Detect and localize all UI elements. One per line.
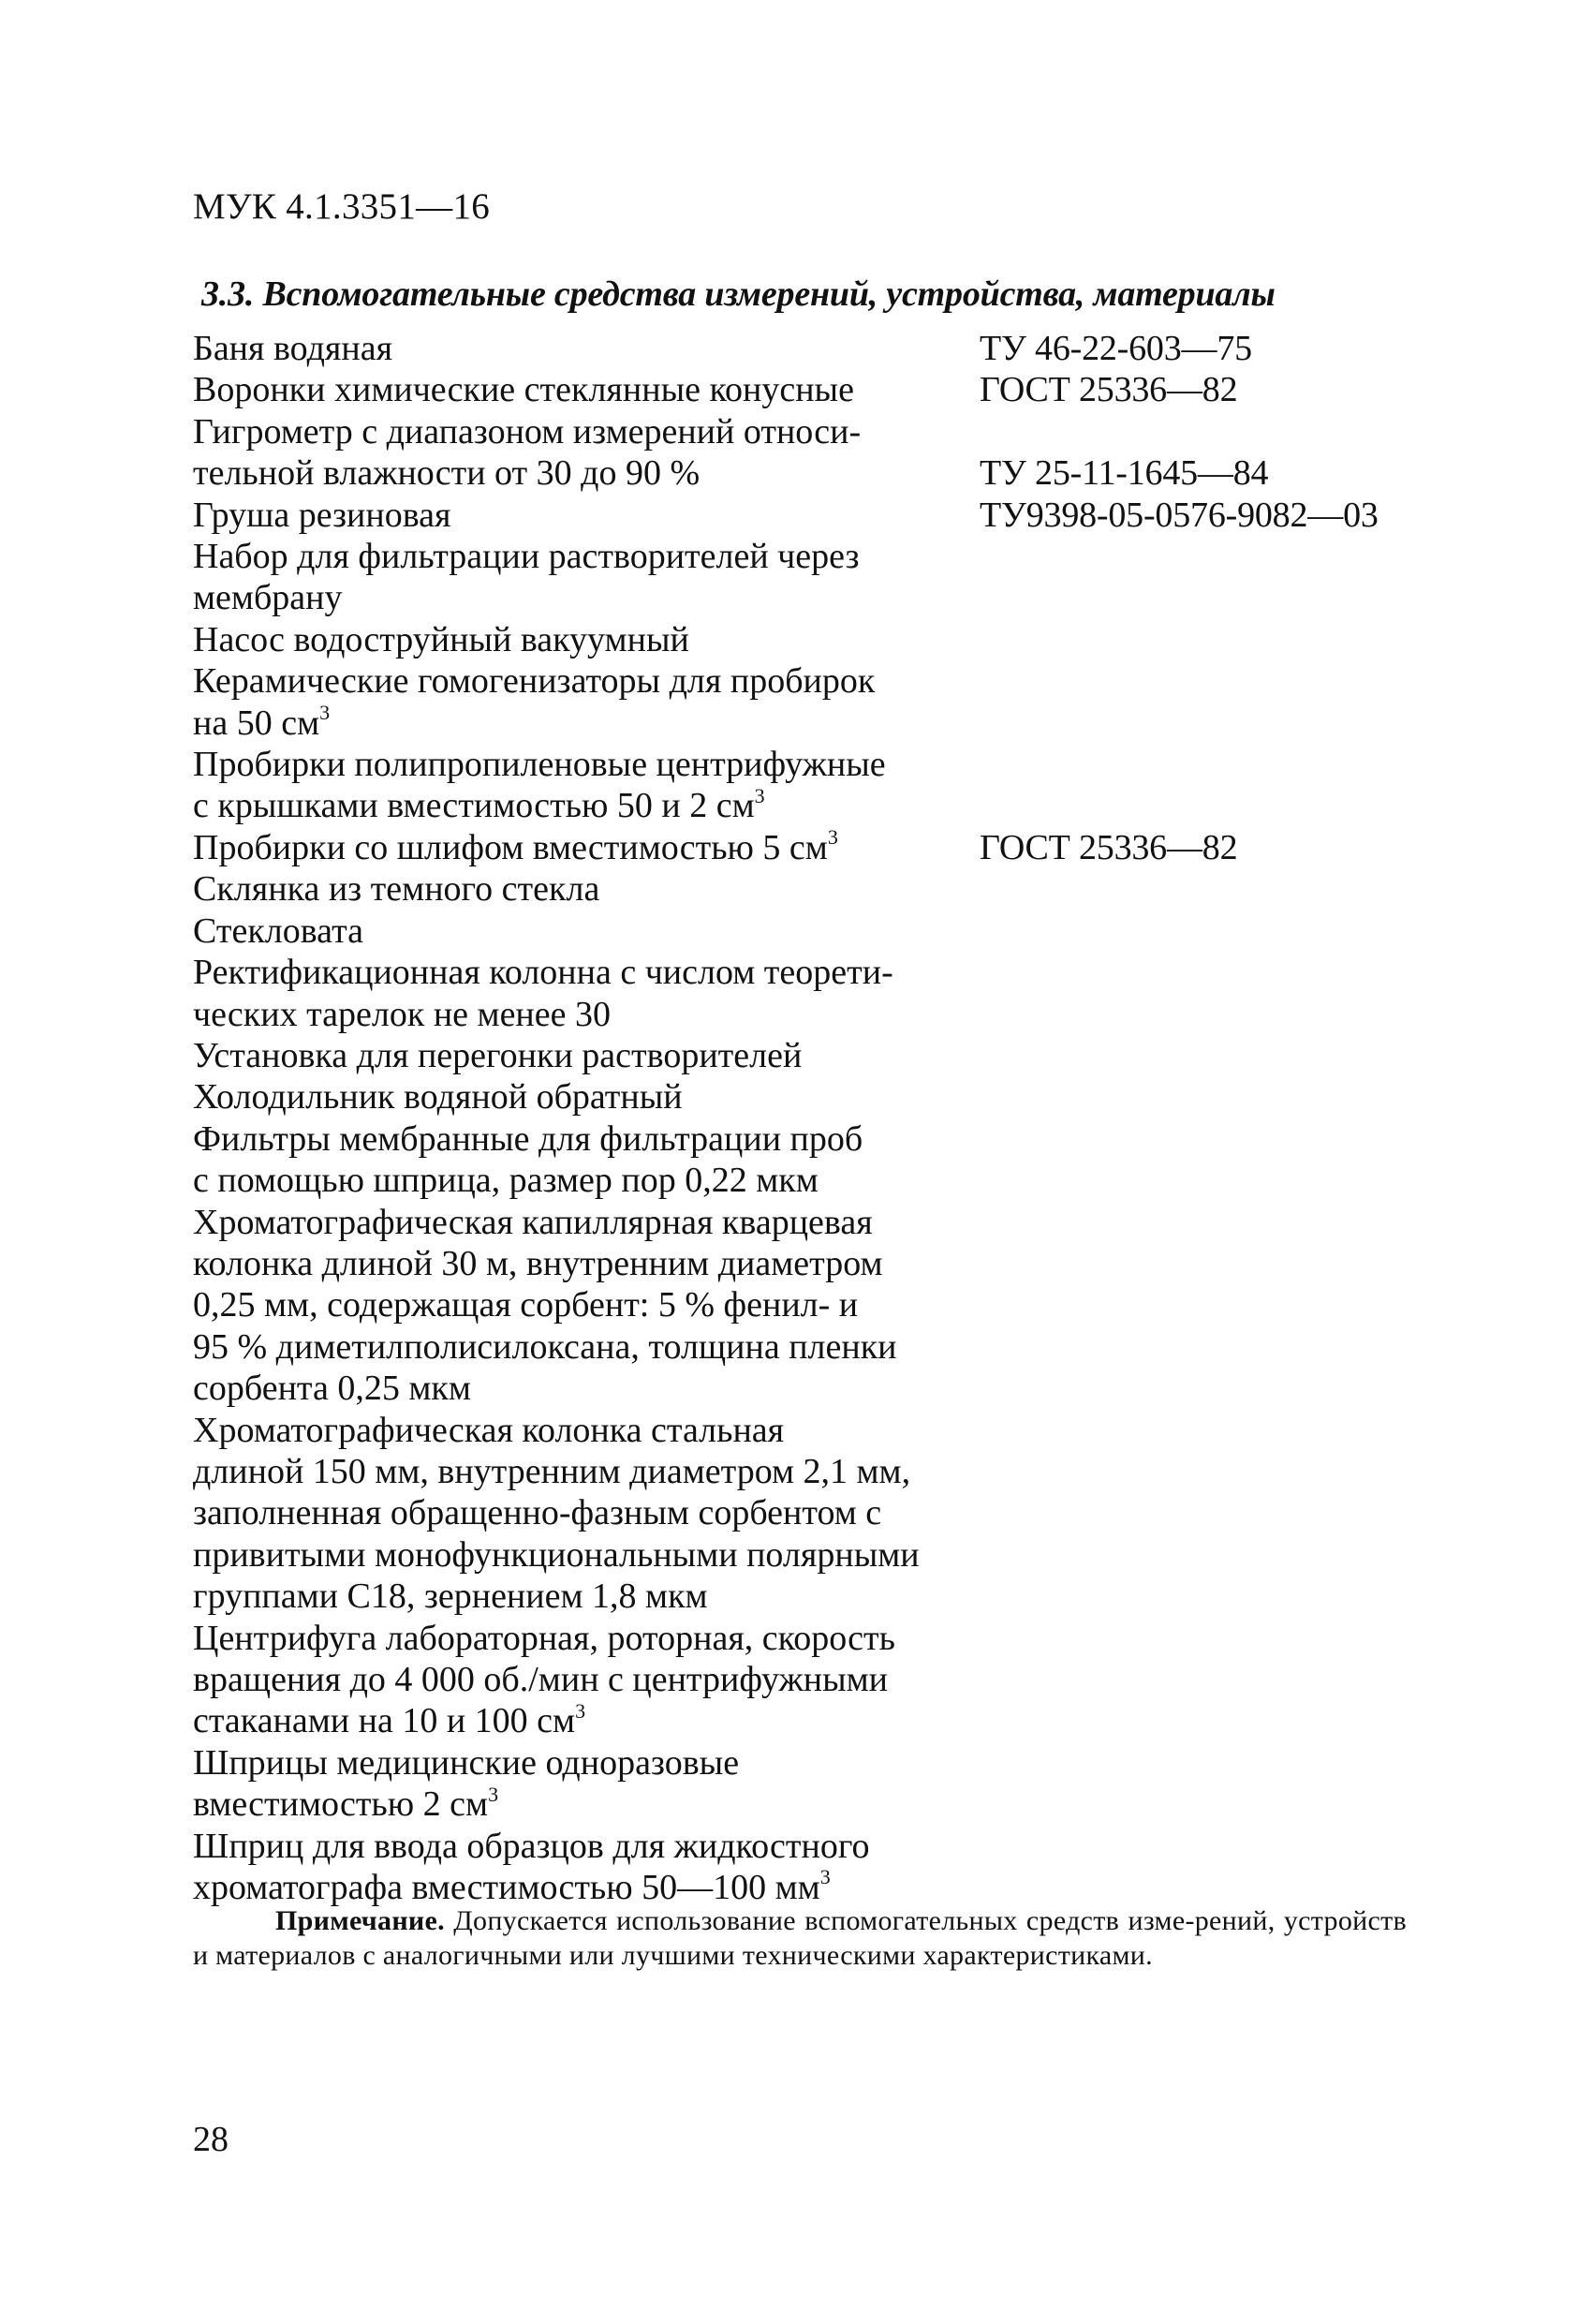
superscript: 3 [575, 1698, 586, 1723]
equipment-item-name [193, 1742, 980, 1826]
superscript: 3 [819, 1865, 831, 1889]
equipment-item [193, 1202, 1448, 1410]
equipment-item-line-text: с крышками вместимостью 50 и 2 см [193, 786, 755, 826]
equipment-item-name [193, 536, 980, 619]
equipment-item [193, 910, 1448, 952]
equipment-item-line-text: Пробирки со шлифом вместимостью 5 см [193, 827, 828, 867]
equipment-item-line: Груша резиновая [193, 495, 451, 535]
superscript: 3 [319, 701, 331, 724]
equipment-item [193, 1826, 1448, 1909]
equipment-item-line: Фильтры мембранные для фильтрации проб [193, 1118, 863, 1159]
equipment-item-line [193, 1784, 980, 1825]
equipment-item [193, 1742, 1448, 1826]
equipment-item [193, 744, 1448, 827]
superscript: 3 [488, 1782, 499, 1806]
equipment-item-line: Шприцы медицинские одноразовые [193, 1742, 740, 1783]
superscript: 3 [827, 825, 838, 850]
equipment-item-line: Хроматографическая колонка стальная [193, 1410, 785, 1450]
equipment-item-name [193, 411, 980, 495]
equipment-item-line: длиной 150 мм, внутренним диаметром 2,1 мм, [193, 1451, 911, 1491]
equipment-item-name [193, 495, 980, 536]
equipment-item-line: сорбента 0,25 мкм [193, 1369, 471, 1409]
equipment-item-line: ческих тарелок не менее 30 [193, 994, 611, 1034]
equipment-item [193, 1410, 1448, 1618]
equipment-item-line-text: стаканами на 10 и 100 см [193, 1701, 576, 1741]
equipment-item-line-text: хроматографа вместимостью 50—100 мм [193, 1868, 820, 1908]
equipment-item-line: Баня водяная [193, 329, 393, 368]
note-label: Примечание. [275, 1905, 445, 1936]
equipment-item [193, 1118, 1448, 1202]
page-number: 28 [193, 2120, 229, 2159]
equipment-item-name [193, 660, 980, 744]
equipment-item-line: Насос водоструйный вакуумный [193, 619, 689, 659]
equipment-item-name [193, 1410, 980, 1618]
equipment-item [193, 369, 1448, 410]
equipment-item [193, 495, 1448, 536]
equipment-item-name [193, 1618, 980, 1742]
equipment-item-name [193, 744, 980, 827]
equipment-item [193, 619, 1448, 660]
equipment-item-line: Склянка из темного стекла [193, 869, 600, 910]
equipment-item-line: Воронки химические стеклянные конусные [193, 370, 854, 410]
equipment-item-line: Шприц для ввода образцов для жидкостного [193, 1826, 870, 1866]
equipment-item-line: привитыми монофункциональными полярными [193, 1534, 920, 1575]
equipment-item-line: 0,25 мм, содержащая сорбент: 5 % фенил- и [193, 1285, 859, 1325]
equipment-item-line: колонка длиной 30 м, внутренним диаметром [193, 1243, 883, 1283]
equipment-item [193, 1076, 1448, 1118]
equipment-item-line [193, 785, 980, 826]
equipment-item-line: Хроматографическая капиллярная кварцевая [193, 1202, 873, 1242]
equipment-item-line: Холодильник водяной обратный [193, 1077, 683, 1118]
equipment-item-name [193, 1826, 980, 1909]
equipment-item-name [193, 1118, 980, 1202]
equipment-item-line: 95 % диметилполисилоксана, толщина пленки [193, 1326, 897, 1367]
equipment-list [193, 328, 1448, 1908]
equipment-item-line [193, 827, 980, 868]
page-header: МУК 4.1.3351—16 [193, 186, 491, 227]
equipment-item [193, 1618, 1448, 1742]
equipment-item-line [193, 703, 980, 744]
section-heading: 3.3. Вспомогательные средства измерений, устройства, материалы [201, 274, 1276, 314]
equipment-item-line [193, 1700, 980, 1741]
equipment-item-spec: ТУ9398-05-0576-9082—03 [980, 495, 1379, 535]
equipment-item-line: Пробирки полипропиленовые центрифужные [193, 745, 886, 785]
equipment-item-name [193, 868, 980, 910]
superscript: 3 [754, 783, 765, 807]
equipment-item [193, 660, 1448, 744]
equipment-item-line: группами С18, зернением 1,8 мкм [193, 1576, 708, 1617]
equipment-item-spec: ГОСТ 25336—82 [980, 370, 1238, 410]
equipment-item-line: заполненная обращенно-фазным сорбентом с [193, 1493, 882, 1533]
equipment-item-spec: ТУ 25-11-1645—84 [980, 453, 1269, 494]
equipment-item-name [193, 1035, 980, 1076]
equipment-item-line: Установка для перегонки растворителей [193, 1035, 803, 1075]
equipment-item-name [193, 1202, 980, 1410]
equipment-item [193, 536, 1448, 619]
equipment-item-name [193, 619, 980, 660]
equipment-item-line: Гигрометр с диапазоном измерений относи- [193, 411, 862, 451]
equipment-item-name [193, 328, 980, 369]
equipment-item-spec: ГОСТ 25336—82 [980, 827, 1238, 867]
equipment-item-name [193, 952, 980, 1035]
equipment-item-line: вращения до 4 000 об./мин с центрифужными [193, 1660, 889, 1699]
equipment-item-name [193, 1076, 980, 1118]
note-paragraph [193, 1903, 1407, 1973]
equipment-item-line: Центрифуга лабораторная, роторная, скорость [193, 1618, 895, 1658]
equipment-item-line: мембрану [193, 578, 343, 618]
equipment-item-line: тельной влажности от 30 до 90 % [193, 453, 701, 494]
equipment-item-name [193, 369, 980, 410]
equipment-item-spec: ТУ 46-22-603—75 [980, 329, 1252, 368]
equipment-item [193, 411, 1448, 495]
equipment-item-line: Стекловата [193, 910, 364, 951]
equipment-item-line-text: на 50 см [193, 703, 320, 743]
equipment-item-name [193, 910, 980, 952]
equipment-item [193, 328, 1448, 369]
note-text: Допускается использование вспомогательных средств изме-рений, устройств и материалов с аналогичными или лучшими техническими характеристиками. [193, 1905, 1407, 1971]
equipment-item [193, 952, 1448, 1035]
equipment-item-name [193, 827, 980, 868]
equipment-item-line: Набор для фильтрации растворителей через [193, 537, 860, 577]
equipment-item-line [193, 1867, 980, 1908]
equipment-item [193, 868, 1448, 910]
equipment-item [193, 827, 1448, 868]
equipment-item [193, 1035, 1448, 1076]
equipment-item-line-text: вместимостью 2 см [193, 1784, 489, 1825]
equipment-item-line: Керамические гомогенизаторы для пробирок [193, 661, 876, 702]
equipment-item-line: с помощью шприца, размер пор 0,22 мкм [193, 1161, 819, 1201]
equipment-item-line: Ректификационная колонна с числом теорети- [193, 953, 893, 993]
